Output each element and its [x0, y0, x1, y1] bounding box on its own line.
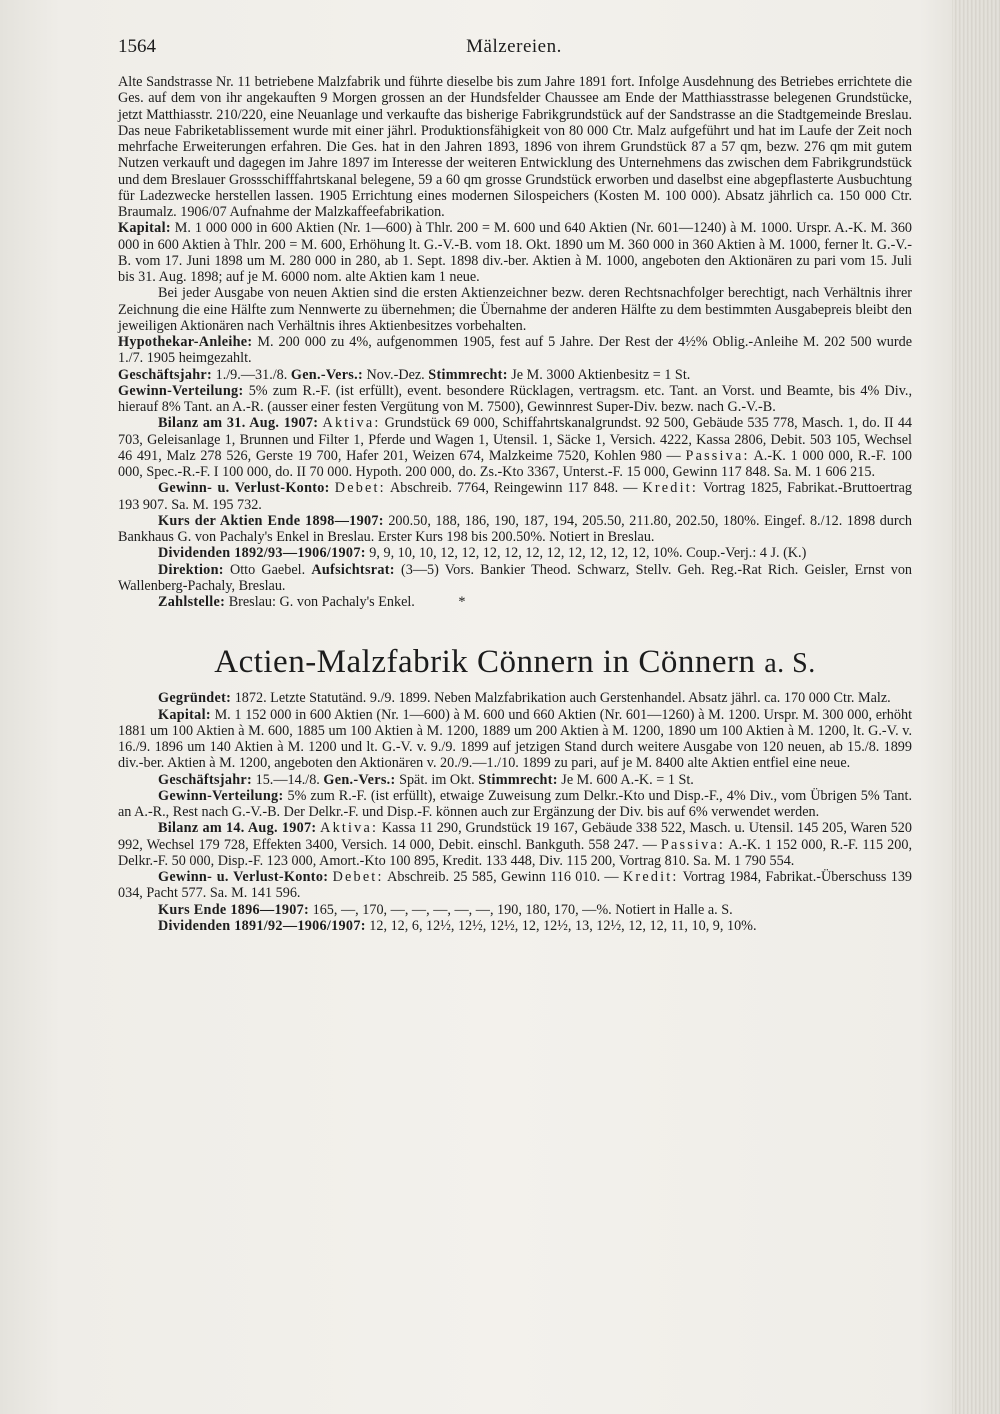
text-debet: Abschreib. 7764, Reingewinn 117 848. —: [390, 480, 638, 497]
text-stimmrecht: Je M. 3000 Aktienbesitz = 1 St.: [511, 366, 691, 383]
page-body: [118, 74, 912, 934]
company-history: Alte Sandstrasse Nr. 11 betriebene Malzfabrik und führte dieselbe bis zum Jahre 1891 fort. Infolge Ausdehnung des Betriebes errichtete die Ges. auf dem von ihr angekauften 9 Morgen grossen an der Hundsfelder Chaussee am Ende der Matthiasstrasse belegenen Grundstücke, jetzt Matthiasstr. 210/220, eine Neuanlage und verkaufte das bisherige Fabrikgrundstück auf der Sandstrasse an die Stadtgemeinde Breslau. Das neue Fabriketablissement wurde mit einer jährl. Produktionsfähigkeit von 80 000 Ctr. Malz aufgeführt und hat im Laufe der Zeit noch mehrfache Erweiterungen erfahren. Die Ges. hat in den Jahren 1893, 1896 von ihrem Grundstück 87 a 57 qm, bezw. 276 qm mit gutem Nutzen verkauft und dagegen im Jahre 1897 im Interesse der weiteren Entwicklung des Unternehmens das zwischen dem Fabrikgrundstück und dem Breslauer Grossschifffahrtskanal belegene, 59 a 60 qm grosse Grundstück erworben und daselbst eine abgepflasterte Ausbuchtung für Ladezwecke herstellen lassen. 1905 Errichtung eines modernen Silospeichers (Kosten M. 100 000). Absatz jährlich ca. 150 000 Ctr. Braumalz. 1906/07 Aufnahme der Malzkaffeefabrikation.: [118, 74, 912, 220]
label-stimmrecht: Stimmrecht:: [428, 366, 508, 383]
word-debet: Debet:: [334, 480, 386, 497]
label-dividenden: Dividenden 1892/93—1906/1907:: [158, 545, 366, 562]
book-gutter: [952, 0, 1000, 1414]
text-kurs: 200.50, 188, 186, 190, 187, 194, 205.50, 211.80, 202.50, 180%. Eingef. 8./12. 1898 durch Bankhaus G. von Pachaly's Enkel in Breslau. Erster Kurs 198 bis 200.50%. Notiert in Breslau.: [118, 512, 912, 545]
label-hypothek: Hypothekar-Anleihe:: [118, 334, 253, 350]
text-kredit-2: Vortrag 1984, Fabrikat.-Überschuss 139 034, Pacht 577. Sa. M. 141 596.: [118, 869, 913, 902]
section-dividenden: [118, 545, 912, 561]
text-kredit: Vortrag 1825, Fabrikat.-Bruttoertrag 193 907. Sa. M. 195 732.: [118, 480, 913, 513]
section-zahlstelle: [118, 594, 912, 610]
text-kapital: M. 1 000 000 in 600 Aktien (Nr. 1—600) à Thlr. 200 = M. 600 und 640 Aktien (Nr. 601—1240) à M. 1000. Urspr. A.-K. M. 360 000 in 600 Aktien à Thlr. 200 = M. 600, Erhöhung lt. G.-V.-B. vom 18. Okt. 1890 um M. 360 000 in 360 Aktien à M. 1000, ferner lt. G.-V.-B. vom 17. Juni 1898 um M. 280 000 in 280, ab 1. Sept. 1898 div.-ber. Aktien à M. 1000, angeboten den Aktionären zu pari vom 15. Juli bis 31. Aug. 1898; auf je M. 6000 nom. alte Aktien kam 1 neue.: [118, 220, 913, 285]
text-debet-2: Abschreib. 25 585, Gewinn 116 010. —: [387, 869, 619, 885]
label-direktion: Direktion:: [158, 561, 224, 578]
section-hypothek: [118, 334, 912, 367]
page-header: [118, 36, 910, 60]
page-number: 1564: [118, 36, 156, 57]
word-passiva-2: Passiva:: [660, 836, 726, 853]
section-meta: [118, 367, 912, 383]
section-direktion: [118, 562, 912, 595]
section-kurs-2: [118, 902, 912, 918]
word-debet-2: Debet:: [332, 869, 384, 885]
text-zahlstelle: Breslau: G. von Pachaly's Enkel.: [228, 594, 415, 610]
label-gegruendet: Gegründet:: [158, 690, 232, 707]
page-title: Mälzereien.: [466, 36, 562, 57]
text-gegruendet: 1872. Letzte Statutänd. 9./9. 1899. Neben Malzfabrikation auch Gerstenhandel. Absatz jährl. ca. 170 000 Ctr. Malz.: [234, 690, 891, 707]
text-genvers-2: Spät. im Okt.: [399, 771, 475, 788]
section-guv-2: [118, 869, 912, 902]
label-gewinn: Gewinn-Verteilung:: [118, 382, 244, 399]
label-geschaeftsjahr-2: Geschäftsjahr:: [158, 771, 253, 788]
section-gewinn-2: [118, 788, 912, 821]
label-kurs: Kurs der Aktien Ende 1898—1907:: [158, 512, 384, 529]
label-genvers-2: Gen.-Vers.:: [323, 771, 396, 788]
text-direktion: Otto Gaebel.: [229, 561, 306, 578]
word-aktiva: Aktiva:: [322, 415, 381, 432]
label-guv: Gewinn- u. Verlust-Konto:: [158, 480, 330, 497]
text-geschaeftsjahr-2: 15.—14./8.: [255, 771, 320, 788]
label-kapital: Kapital:: [118, 220, 171, 237]
label-dividenden-2: Dividenden 1891/92—1906/1907:: [158, 917, 366, 934]
section-gewinn: [118, 383, 912, 416]
text-genvers: Nov.-Dez.: [366, 366, 425, 383]
section-dividenden-2: [118, 918, 912, 934]
label-gewinn-2: Gewinn-Verteilung:: [158, 787, 284, 804]
text-passiva-2: A.-K. 1 152 000, R.-F. 115 200, Delkr.-F. 50 000, Disp.-F. 123 000, Amort.-Kto 100 895, Kredit. 133 448, Div. 115 200, Vortrag 810. Sa. M. 1 790 554.: [118, 836, 912, 869]
section-bilanz-2: [118, 820, 912, 869]
section-gegruendet: [118, 690, 912, 706]
text-dividenden-2: 12, 12, 6, 12½, 12½, 12½, 12, 12½, 13, 12½, 12, 12, 11, 10, 9, 10%.: [369, 917, 757, 934]
text-stimmrecht-2: Je M. 600 A.-K. = 1 St.: [561, 771, 694, 788]
text-hypothek: M. 200 000 zu 4%, aufgenommen 1905, fest auf 5 Jahre. Der Rest der 4½% Oblig.-Anleihe M. 202 500 wurde 1./7. 1905 heimgezahlt.: [118, 334, 912, 367]
section-meta-2: [118, 772, 912, 788]
text-kapital-2: M. 1 152 000 in 600 Aktien (Nr. 1—600) à M. 600 und 660 Aktien (Nr. 601—1260) à M. 1200. Urspr. M. 300 000, erhöht 1881 um 100 Aktien à M. 600, 1885 um 100 Aktien à M. 1200, 1889 um 200 Aktien à M. 1200, 1890 um 100 Aktien à M. 1200, lt. G.-V. v. 16./9. 1896 um 140 Aktien à M. 1200 und lt. G.-V. v. 9./9. 1899 auf jetzigen Stand durch weitere Ausgabe von 120 neuen, ab 15./8. 1899 div.-ber. Aktien à M. 1200, angeboten den Aktionären v. 20./9.—1./10. 1899 zu pari, auf je M. 8400 alte Aktien entfiel eine neue.: [118, 706, 913, 772]
text-geschaeftsjahr: 1./9.—31./8.: [215, 366, 288, 383]
label-geschaeftsjahr: Geschäftsjahr:: [118, 366, 213, 383]
text-passiva: A.-K. 1 000 000, R.-F. 100 000, Spec.-R.-F. I 100 000, do. II 70 000. Hypoth. 200 000, do. Zs.-Kto 3367, Unterst.-F. 15 000, Gewinn 117 848. Sa. M. 1 606 215.: [118, 447, 912, 480]
text-gewinn-2: 5% zum R.-F. (ist erfüllt), etwaige Zuweisung zum Delkr.-Kto und Disp.-F., 4% Div., vom Übrigen 5% Tant. an A.-R., Rest nach G.-V.-B. Der Delkr.-F. und Disp.-F. können auch zur Ergänzung der Div. bis auf 6% verwendet werden.: [118, 787, 912, 820]
company-heading: [118, 642, 912, 684]
asterisk-mark: *: [458, 594, 466, 610]
section-bilanz: [118, 415, 912, 480]
label-zahlstelle: Zahlstelle:: [158, 594, 226, 610]
section-kapital: [118, 220, 912, 285]
label-bilanz-2: Bilanz am 14. Aug. 1907:: [158, 820, 317, 837]
section-kurs: [118, 513, 912, 546]
text-aufsichtsrat: (3—5) Vors. Bankier Theod. Schwarz, Stellv. Geh. Reg.-Rat Rich. Geisler, Ernst von Wallenberg-Pachaly, Breslau.: [118, 561, 913, 594]
label-aufsichtsrat: Aufsichtsrat:: [311, 561, 395, 578]
kapital-note: Bei jeder Ausgabe von neuen Aktien sind die ersten Aktienzeichner bezw. deren Rechtsnachfolger berechtigt, nach Verhältnis ihrer Zeichnung die eine Hälfte zum Nennwerte zu übernehmen; die Übernahme der anderen Hälfte zu dem bestimmten Ausgabepreis bleibt den jeweiligen Aktionären nach Verhältnis ihres Aktienbesitzes vorbehalten.: [118, 285, 912, 334]
text-gewinn: 5% zum R.-F. (ist erfüllt), event. besondere Rücklagen, vertragsm. etc. Tant. an Vorst. und Beamte, bis 4% Div., hierauf 8% Tant. an A.-R. (ausser einer festen Vergütung von M. 7500), Gewinnrest Super-Div. bezw. nach G.-V.-B.: [118, 382, 913, 415]
label-kapital-2: Kapital:: [158, 706, 211, 723]
label-guv-2: Gewinn- u. Verlust-Konto:: [158, 869, 329, 885]
company-location-suffix: a. S.: [764, 648, 816, 680]
text-kurs-2: 165, —, 170, —, —, —, —, —, 190, 180, 170, —%. Notiert in Halle a. S.: [312, 901, 733, 918]
text-dividenden: 9, 9, 10, 10, 12, 12, 12, 12, 12, 12, 12, 12, 12, 12, 10%. Coup.-Verj.: 4 J. (K.): [369, 545, 807, 562]
label-kurs-2: Kurs Ende 1896—1907:: [158, 901, 310, 918]
label-genvers: Gen.-Vers.:: [290, 366, 363, 383]
section-kapital-2: [118, 707, 912, 772]
text-aktiva-2: Kassa 11 290, Grundstück 19 167, Gebäude 338 522, Masch. u. Utensil. 145 205, Waren 520 992, Wechsel 179 728, Effekten 3400, Versich. 14 000, Debit. einschl. Bankguth. 558 247. —: [118, 820, 912, 853]
word-aktiva-2: Aktiva:: [320, 820, 379, 837]
company-name: Actien-Malzfabrik Cönnern in Cönnern: [214, 644, 756, 681]
label-bilanz: Bilanz am 31. Aug. 1907:: [158, 415, 319, 432]
word-kredit: Kredit:: [642, 480, 699, 497]
section-guv: [118, 480, 912, 513]
word-passiva: Passiva:: [685, 447, 750, 464]
text-aktiva: Grundstück 69 000, Schiffahrtskanalgrundst. 92 500, Gebäude 535 778, Masch. 1, do. II 44 703, Geleisanlage 1, Brunnen und Filter 1, Pferde und Wagen 1, Utensil. 1, Säcke 1, Versich. 4222, Kassa 2806, Debit. 503 105, Wechsel 46 491, Malz 278 526, Gerste 19 700, Hafer 201, Weizen 674, Malzkeime 7520, Kohlen 980 —: [118, 415, 913, 464]
word-kredit-2: Kredit:: [622, 869, 679, 885]
label-stimmrecht-2: Stimmrecht:: [478, 771, 558, 788]
